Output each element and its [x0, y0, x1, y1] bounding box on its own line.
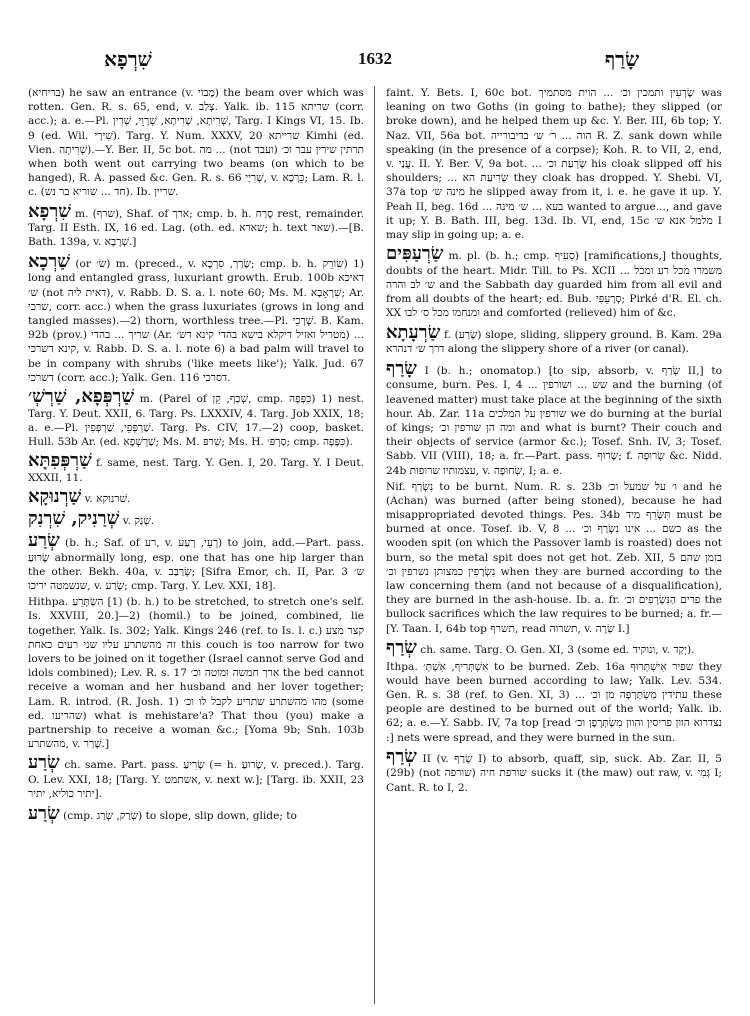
- entry-paragraph: [386, 359, 722, 478]
- entry-text: m. (שרף), Shaf. of ארך; cmp. b. h. סֶרַח rest, remainder. Targ. II Esth. IX, 16 ed. Lag. (oth. ed. שארא; h. text שאר).—[B. Bath. 139a, v. שְׁרָבָא.]: [28, 207, 364, 249]
- column-divider: [374, 86, 375, 1004]
- entry-headword: שְׂרַף: [386, 636, 417, 658]
- entry-text: ch. same. Part. pass. שְׂרִיעַ (= h. שָׂרוּעַ, v. preced.). Targ. O. Lev. XXI, 18; [Targ. Y. אשתמט, v. next w.]; [Targ. ib. XXII, 23 יתיר כוליא, יתיר].: [28, 759, 364, 801]
- entry-paragraph: [28, 202, 364, 250]
- entry-headword: שַׁרְפְּפָא, שַׁרְשְׁ׳: [28, 385, 135, 407]
- entry-paragraph: [28, 804, 364, 824]
- page-header: [28, 44, 722, 74]
- entry-text: faint. Y. Bets. I, 60c bot. שָׂרְעִין ותמכין וכ׳ ... הוית מסתמיך was leaning on two Goths (in going to bathe); they slipped (or broke down), and he helped them up &c. Y. Ber. III, 6b top; Y. Naz. VII, 56a bot. הוה ... ר׳ ש׳ בדיבורייה R. Z. sank down while speaking (in the presence of a corpse); Koh. R. to VII, 2, end, v. עֲנַי. II. Y. Ber. V, 9a bot. ... שָׂרְעַת וכ׳ his cloak slipped off his shoulders; ... שְׂרִיעַת הא they cloak has dropped. Y. Shebi. VI, 37a top מינה ש׳ he slipped away from it, i. e. he gave it up. Y. Peah II, beg. 16d ... בעא ... ש׳ מינה wanted to argue..., and gave it up; Y. B. Bath. III, beg. 13d. Ib. VI, end, 15c מלמל אנא ש׳ I may slip in going up; a. e.: [386, 87, 722, 241]
- entry-text: v. שׁרנוקא.: [81, 493, 131, 506]
- entry-text: v. שָׁנַק.: [119, 515, 155, 528]
- right-column: [386, 86, 722, 1008]
- entry-headword: שְׂרַף: [386, 745, 417, 767]
- entry-headword: שַׂרְעָתָא: [386, 321, 441, 343]
- entry-paragraph: [28, 595, 364, 751]
- entry-text: (or שׂ׳) m. (preced., v. שָׂרַך, סִרְכָא; cmp. b. h. שׂוֹרֵק) 1) long and entangled grass, luxuriant growth. Erub. 100b דאיכא ש׳ (not דאית ליה), v. Rabb. D. S. a. l. note 60; Ms. M. שִׁרְאָבָא; Ar. שרכי, corr. acc.) when the grass luxuriates (grows in long and tangled masses).—2) thorn, worthless tree.—Pl. שָׁרְכֵי. B. Kam. 92b (prov.) שריך ... בהדי (Ar. מטריל ואזיל דיקלא בישא בהדי קינא דש׳) ... קינא דשרכי, v. Rabb. D. S. a. l. note 6) a bad palm will travel to be in company with shrubs ('like meets like'); Yalk. Jud. 67 דשרכי (corr. acc.); Yalk. Gen. 116 דסרכי.: [28, 257, 364, 384]
- entry-text: I (b. h.; onomatop.) [to sip, absorb, v. שְׂרַף II,] to consume, burn. Pes. I, 4 ... שש ... ושורפין and the burning (of leavened matter) must take place at the beginning of the sixth hour. Ab. Zar. 11a שורפין על המלכים we do burning at the burial of kings; ומה הן שורפין וכ׳ and what is burnt? Their couch and their objects of service (armor &c.); Tosef. Snh. IV, 3; Tosef. Sabb. VII (VIII), 18; a. fr.—Part. pass. שָׂרוּף; f. שְׂרוּפָה &c. Nidd. 24b עצמותיו שרופות, v. שְׂחוּפָה, I; a. e.: [386, 364, 722, 477]
- entry-text: f. same, nest. Targ. Y. Gen. I, 20. Targ. Y. I Deut. XXXII, 11.: [28, 457, 364, 485]
- entry-paragraph: [28, 387, 364, 449]
- entry-headword: שַׁרְכָא: [28, 250, 70, 272]
- entry-headword: שַׁרְפְּפִתָּא: [28, 450, 92, 472]
- page-number: 1632: [358, 49, 392, 68]
- entry-paragraph: [28, 451, 364, 485]
- entry-headword: שָׂרַף: [386, 357, 417, 379]
- entry-paragraph: [386, 480, 722, 636]
- entry-paragraph: [386, 86, 722, 242]
- entry-paragraph: [386, 660, 722, 745]
- entry-paragraph: [28, 753, 364, 801]
- entry-paragraph: [28, 487, 364, 507]
- entry-text: Ithpa. אִשְׁתְּרִיף, אִשְׁתְּ׳ to be burned. Zeb. 16a שפיר אִישְׁתְּרוּף they would have been burned according to law; Yalk. Lev. 534. Gen. R. s. 38 (ref. to Gen. XI, 3) ... עתידין מִשְׂתַּרְפָּה מן וכ׳ these people are destined to be burned out of the world; Yalk. ib. 62; a. e.—Y. Sabb. IV, 7a top [read נצדרוא הוון פריסין והוון מִשְׂתָּרְפָן וכ׳ :] nets were spread, and they were burned in the sun.: [386, 660, 722, 744]
- entry-text: (cmp. שְׂרַק, שְׂרַג) to slope, slip down, glide; to: [59, 809, 297, 822]
- entry-text: II (v. שְׂרַף I) to absorb, quaff, sip, suck. Ab. Zar. II, 5 (29b) (not שורפה) שורפת חיה sucks it (the maw) out raw, v. גְּמִי I; Cant. R. to I, 2.: [386, 752, 722, 794]
- entry-paragraph: [386, 638, 722, 658]
- entry-paragraph: [28, 86, 364, 200]
- entry-headword: שְׁרַנִיק, שִׁרְנִק: [28, 508, 120, 530]
- entry-paragraph: [386, 244, 722, 321]
- left-guide-word: שִׁרְפָא: [104, 46, 152, 71]
- entry-paragraph: [28, 252, 364, 385]
- entry-headword: שַׂרְעַפִּים: [386, 243, 444, 265]
- entry-headword: שַׁרְנוּקָא: [28, 486, 82, 508]
- entry-text: f. (שְׂרַע) slope, sliding, slippery ground. B. Kam. 29a דרך ש׳ דנהרא along the slippery shore of a river (or canal).: [386, 328, 722, 356]
- entry-headword: שְׂרַע: [28, 802, 60, 824]
- entry-text: m. (Parel of שְׁכַף, קֵן, cmp. כִּפְּפָה) 1) nest. Targ. Y. Deut. XXII, 6. Targ. Ps. LXXXIV, 4. Targ. Job XXIX, 18; a. e.—Pl. שַׁרְפְּפֵי, שַׁרְפְּפִין. Targ. Ps. CIV, 17.—2) coop, basket. Hull. 53b Ar. (ed. שַׁרְשְׁפָא; Ms. M. שִׁרפּ; Ms. H. סַרְפּ׳; cmp. כִּפְּפָה).: [28, 392, 364, 449]
- entry-paragraph: [386, 323, 722, 357]
- entry-headword: שִׁרְפָא: [28, 200, 71, 222]
- text-columns: [28, 86, 722, 1008]
- right-guide-word: שָׂרַף: [604, 46, 640, 71]
- entry-paragraph: [28, 509, 364, 529]
- entry-text: Hithpa. הִשְׂתָּרֵעַ [1) (b. h.) to be stretched, to stretch one's self. Is. XXVIII, 20.]—2) (homil.) to be joined, combined, lie together. Yalk. Is. 302; Yalk. Kings 246 (ref. to Is. l. c.) קצר מצע זה מהשתרע עליו שני רעים כאחת this couch is too narrow for two lovers to be joined on it together (Israel cannot serve God and idols combined); Lev. R. s. 17 ארך חמשה ומוטה וכ׳ the bed cannot receive a woman and her husband and her lover together; Lam. R. introd. (R. Josh. 1) מהו מהשתרע שתריע לקבל לו וכ׳ (some ed. שהריעו) what is mehistare'a? That thou (you) make a partnership to receive a woman &c.; [Yoma 9b; Snh. 103b מהשתרע, v. שָׁרַר.]: [28, 596, 364, 751]
- entry-paragraph: [28, 531, 364, 593]
- entry-headword: שְׂרַע: [28, 752, 60, 774]
- entry-text: Nif. נִשְׂרַף to be burnt. Num. R. s. 23b ו׳ על שמעל וכ׳ and he (Achan) was burned (after being stoned), because he had misappropriated devoted things. Pes. 34b תִּשָּׂרֵף מיד must be burned at once. Tosef. ib. V, 8 ... כשם ... אינו נִשְׂרַף וכ׳ as the wooden spit (on which the Passover lamb is roasted) does not burn, so the metal spit does not get hot. Zeb. XII, 5 בזמן שהם נִשְׂרָפִין כמצותן נשרפין וכ׳ when they are burned according to the law concerning them (and not because of a disqualification), they are burned in the ash-house. Ib. a. fr. פרים הַנִּשְׂרָפִים וכ׳ the bullock sacrifices which the law requires to be burned; a. fr.—[Y. Taan. I, 64b top תשרף, read תשרוה, v. שְׂרָה I.]: [386, 480, 722, 635]
- entry-text: m. pl. (b. h.; cmp. סְעִיף) [ramifications,] thoughts, doubts of the heart. Midr. Till. to Ps. XCII ... משמרו מכל רע ומכל ש׳ לב והרה and the Sabbath day guarded him from all evil and from all doubts of the heart; ed. Bub. סְרָעֵפִּי; Pirké d'R. El. ch. XX ומנחמו מכל ס׳ לבו and comforted (relieved) him of &c.: [386, 250, 722, 320]
- entry-text: (b. h.; Saf. of רע, v. רְעֵי, רָעַע) to join, add.—Part. pass. שָׂרוּעַ abnormally long, esp. one that has one hip larger than the other. Bekh. 40a, v. שְׂרַבַּב; [Sifra Emor, ch. II, Par. 3 ש׳ שנשמטה יריכו, v. שָׂרַע; cmp. Targ. Y. Lev. XXI, 18].: [28, 536, 364, 593]
- entry-headword: שְׂרַע: [28, 529, 60, 551]
- entry-text: ch. same. Targ. O. Gen. XI, 3 (some ed. ונוקיד, v. יְקַד).: [416, 643, 695, 656]
- left-column: [28, 86, 364, 1008]
- entry-text: (בריחיא) he saw an entrance (v. מָבוֹי) the beam over which was rotten. Gen. R. s. 65, end, v. צְלַב. Yalk. ib. 115 שריתא (corr. acc.); a. e.—Pl. שְׁרִיתָא, שְׁרִיתָא, שְׁרָוֵי, שְׁרִין, Targ. I Kings VI, 15. Ib. 9 (ed. Wil. שִׁירָי). Targ. Y. Num. XXXV, 20 שרייתא Kimhi (ed. Vien. שְׁרִיתָה).—Y. Ber. II, 5c bot. מה ... (not ועבד) תרתין שירין עבר וכ׳ when both went out carrying two beams (on which to be hanged), R. A. passed &c. Gen. R. s. 66 שְׁרִיָי, v. כֵּרְכָא; Lam. R. l. c. (חד ... שוריא בר נש). Ib. שריין.: [28, 87, 364, 199]
- entry-paragraph: [386, 747, 722, 795]
